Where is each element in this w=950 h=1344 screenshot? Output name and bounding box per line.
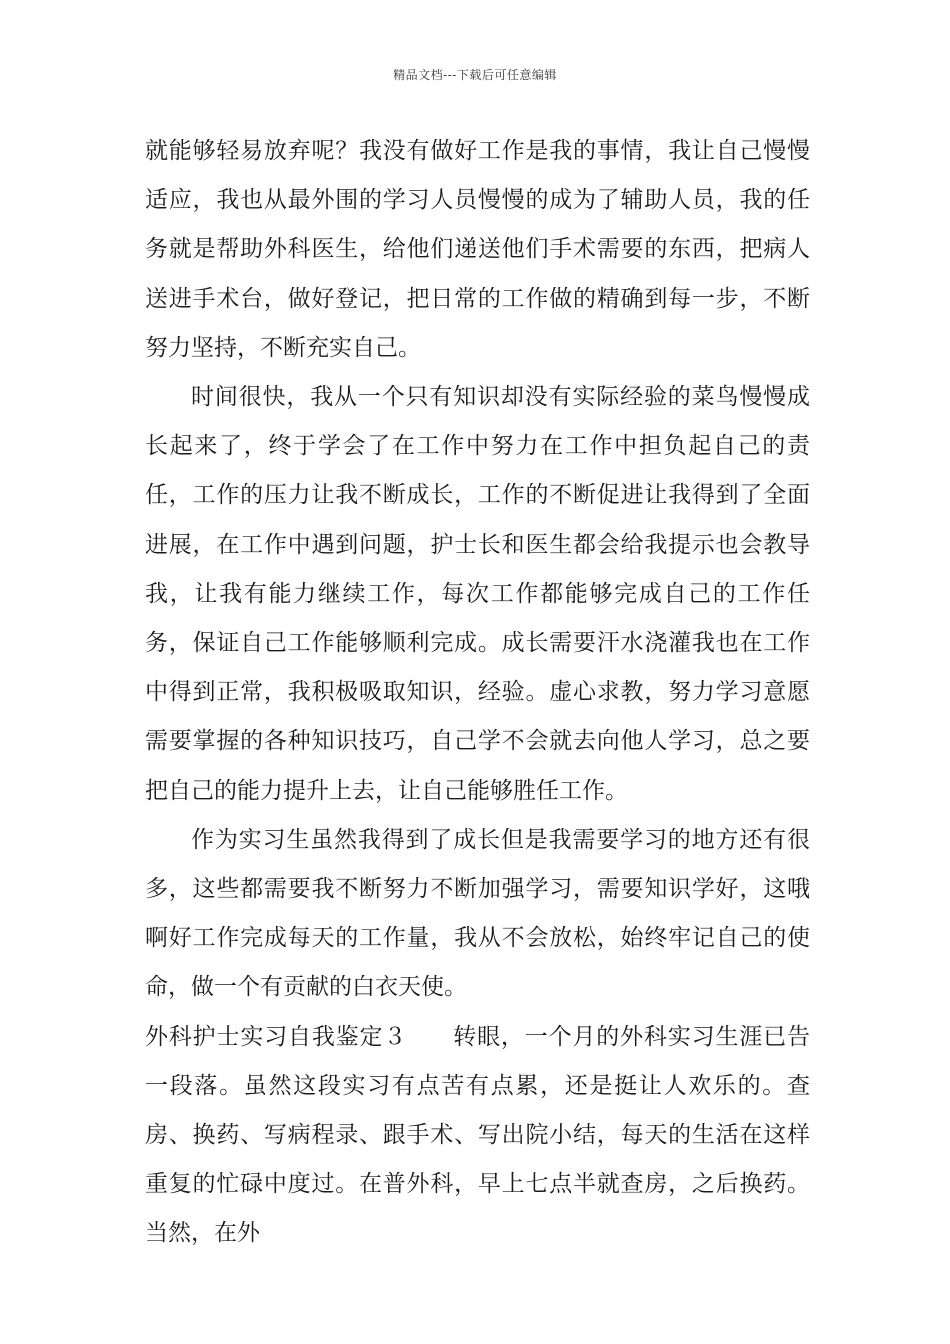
document-body bbox=[145, 127, 810, 1259]
section-paragraph bbox=[145, 1013, 810, 1259]
page-header: 精品文档---下载后可任意编辑 bbox=[393, 68, 557, 82]
section-title: 外科护士实习自我鉴定３ bbox=[145, 1023, 408, 1050]
paragraph-intern: 作为实习生虽然我得到了成长但是我需要学习的地方还有很多，这些都需要我不断努力不断加强学习，需要知识学好，这哦啊好工作完成每天的工作量，我从不会放松，始终牢记自己的使命，做一个有贡献的白衣天使。 bbox=[145, 826, 810, 1001]
paragraph-growth: 时间很快，我从一个只有知识却没有实际经验的菜鸟慢慢成长起来了，终于学会了在工作中努力在工作中担负起自己的责任，工作的压力让我不断成长，工作的不断促进让我得到了全面进展，在工作中遇到问题，护士长和医生都会给我提示也会教导我，让我有能力继续工作，每次工作都能够完成自己的工作任务，保证自己工作能够顺利完成。成长需要汗水浇灌我也在工作中得到正常，我积极吸取知识，经验。虚心求教，努力学习意愿需要掌握的各种知识技巧，自己学不会就去向他人学习，总之要把自己的能力提升上去，让自己能够胜任工作。 bbox=[145, 384, 810, 804]
paragraph-continuation: 就能够轻易放弃呢？我没有做好工作是我的事情，我让自己慢慢适应，我也从最外围的学习人员慢慢的成为了辅助人员，我的任务就是帮助外科医生，给他们递送他们手术需要的东西，把病人送进手术台，做好登记，把日常的工作做的精确到每一步，不断努力坚持，不断充实自己。 bbox=[145, 138, 810, 361]
section-body: 转眼，一个月的外科实习生涯已告一段落。虽然这段实习有点苦有点累，还是挺让人欢乐的。查房、换药、写病程录、跟手术、写出院小结，每天的生活在这样重复的忙碌中度过。在普外科，早上七点半就查房，之后换药。当然，在外 bbox=[145, 1023, 811, 1247]
